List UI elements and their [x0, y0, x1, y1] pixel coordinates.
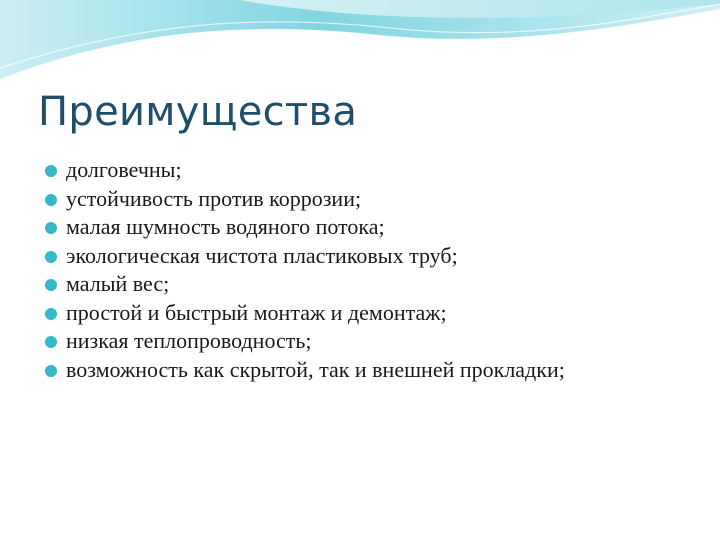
list-item-text: возможность как скрытой, так и внешней прокладки; [66, 356, 565, 382]
bullet-icon [45, 308, 57, 320]
header-wave-decoration [0, 0, 720, 90]
list-item-text: малый вес; [66, 271, 170, 296]
bullet-icon [45, 194, 57, 206]
list-item [44, 356, 664, 385]
list-item-text: долговечны; [66, 157, 182, 182]
list-item-text: устойчивость против коррозии; [66, 185, 362, 211]
bullet-list [44, 156, 664, 384]
list-item [44, 327, 664, 356]
list-item [44, 242, 664, 271]
list-item [44, 270, 664, 299]
list-item [44, 156, 664, 185]
list-item [44, 213, 664, 242]
list-item-text: экологическая чистота пластиковых труб; [66, 242, 458, 268]
bullet-icon [45, 279, 57, 291]
list-item-text: низкая теплопроводность; [66, 328, 312, 353]
bullet-icon [45, 365, 57, 377]
bullet-icon [45, 222, 57, 234]
list-item [44, 185, 664, 214]
list-item-text: простой и быстрый монтаж и демонтаж; [66, 299, 447, 325]
bullet-icon [45, 336, 57, 348]
slide-title: Преимущества [38, 89, 358, 135]
list-item [44, 299, 664, 328]
bullet-icon [45, 165, 57, 177]
list-item-text: малая шумность водяного потока; [66, 214, 385, 239]
bullet-icon [45, 251, 57, 263]
